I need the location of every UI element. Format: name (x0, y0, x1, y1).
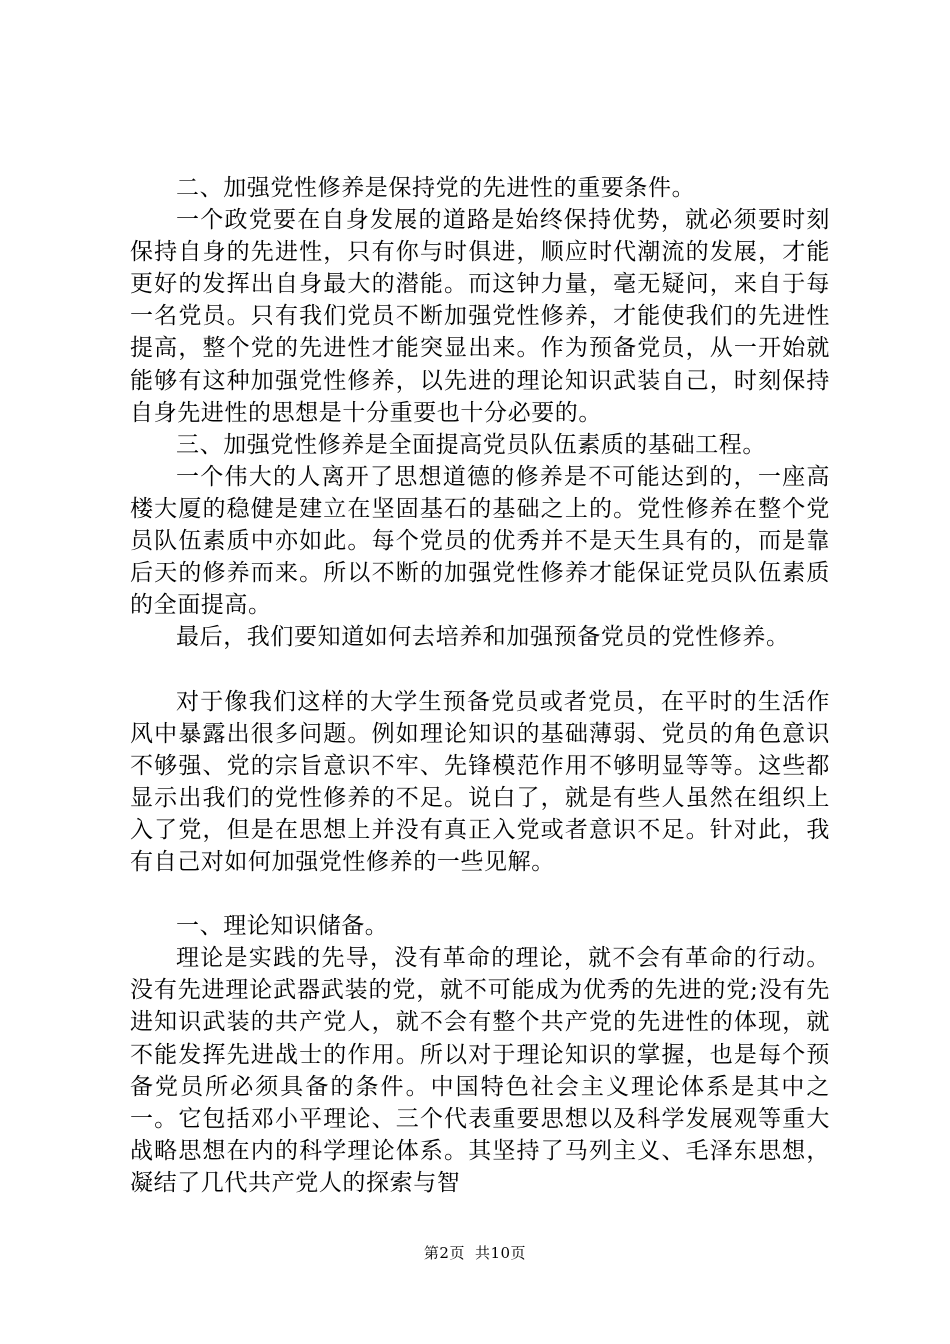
page-number: 第2页 (423, 1244, 465, 1262)
body-paragraph: 一个伟大的人离开了思想道德的修养是不可能达到的，一座高楼大厦的稳健是建立在坚固基石的基础之上的。党性修养在整个党员队伍素质中亦如此。每个党员的优秀并不是天生具有的，而是靠后天的修养而来。所以不断的加强党性修养才能保证党员队伍素质的全面提高。 (130, 463, 830, 619)
subsection-heading-1: 一、理论知识储备。 (176, 913, 389, 940)
body-paragraph: 一个政党要在自身发展的道路是始终保持优势，就必须要时刻保持自身的先进性，只有你与时俱进，顺应时代潮流的发展，才能更好的发挥出自身最大的潜能。而这钟力量，毫无疑问，来自于每一名党员。只有我们党员不断加强党性修养，才能使我们的先进性提高，整个党的先进性才能突显出来。作为预备党员，从一开始就能够有这种加强党性修养，以先进的理论知识武装自己，时刻保持自身先进性的思想是十分重要也十分必要的。 (130, 207, 830, 426)
page-total: 共10页 (474, 1244, 527, 1262)
section-heading-2: 二、加强党性修养是保持党的先进性的重要条件。 (176, 175, 696, 201)
body-paragraph: 对于像我们这样的大学生预备党员或者党员，在平时的生活作风中暴露出很多问题。例如理论知识的基础薄弱、党员的角色意识不够强、党的宗旨意识不牢、先锋模范作用不够明显等等。这些都显示出我们的党性修养的不足。说白了，就是有些人虽然在组织上入了党，但是在思想上并没有真正入党或者意识不足。针对此，我有自己对如何加强党性修养的一些见解。 (130, 688, 830, 875)
page-footer (0, 1243, 950, 1263)
body-paragraph: 理论是实践的先导，没有革命的理论，就不会有革命的行动。没有先进理论武器武装的党，就不可能成为优秀的先进的党;没有先进知识武装的共产党人，就不会有整个共产党的先进性的体现，就不能发挥先进战士的作用。所以对于理论知识的掌握，也是每个预备党员所必须具备的条件。中国特色社会主义理论体系是其中之一。它包括邓小平理论、三个代表重要思想以及科学发展观等重大战略思想在内的科学理论体系。其坚持了马列主义、毛泽东思想，凝结了几代共产党人的探索与智 (130, 945, 830, 1196)
document-body (130, 172, 830, 1199)
body-paragraph: 最后，我们要知道如何去培养和加强预备党员的党性修养。 (176, 624, 790, 651)
section-heading-3: 三、加强党性修养是全面提高党员队伍素质的基础工程。 (176, 431, 766, 458)
